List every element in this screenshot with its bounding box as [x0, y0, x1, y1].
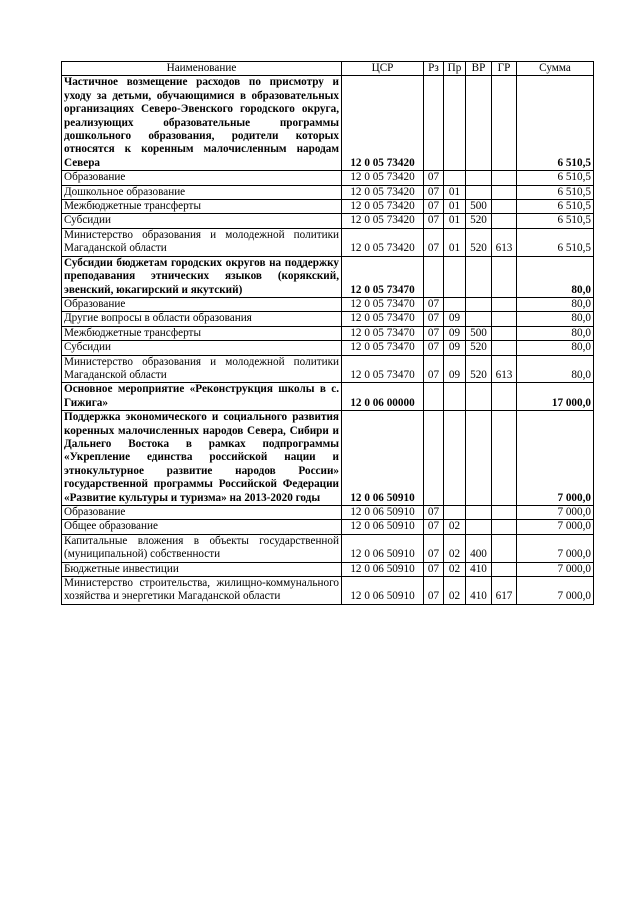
- cell-rz: 07: [424, 185, 444, 199]
- cell-csr: 12 0 05 73420: [342, 76, 424, 171]
- cell-name: Поддержка экономического и социального развития коренных малочисленных народов Севера, Сибири и Дальнего Востока в рамках подпрограммы «Укрепление единства российской нации и этнокультурное развитие народов России» государственной программы Российской Федерации «Развитие культуры и туризма» на 2013-2020 годы: [62, 411, 342, 506]
- cell-csr: 12 0 05 73470: [342, 326, 424, 340]
- cell-vr: [466, 297, 492, 311]
- cell-pr: [444, 297, 466, 311]
- table-row: [62, 200, 594, 214]
- table-row: [62, 214, 594, 228]
- cell-csr: 12 0 06 50910: [342, 506, 424, 520]
- table-row: [62, 228, 594, 256]
- cell-csr: 12 0 05 73470: [342, 297, 424, 311]
- cell-vr: 400: [466, 534, 492, 562]
- cell-sum: 80,0: [517, 256, 594, 297]
- cell-sum: 6 510,5: [517, 171, 594, 185]
- cell-rz: 07: [424, 534, 444, 562]
- cell-pr: 02: [444, 520, 466, 534]
- cell-gr: 617: [492, 577, 517, 605]
- cell-vr: [466, 411, 492, 506]
- cell-sum: 7 000,0: [517, 562, 594, 576]
- cell-pr: [444, 171, 466, 185]
- cell-vr: [466, 383, 492, 411]
- table-row: [62, 326, 594, 340]
- cell-vr: [466, 76, 492, 171]
- cell-sum: 80,0: [517, 341, 594, 355]
- table-body: [62, 76, 594, 604]
- cell-vr: 410: [466, 577, 492, 605]
- cell-pr: 01: [444, 185, 466, 199]
- cell-rz: [424, 76, 444, 171]
- cell-rz: 07: [424, 506, 444, 520]
- header-gr: ГР: [492, 62, 517, 76]
- cell-gr: [492, 341, 517, 355]
- cell-sum: 6 510,5: [517, 214, 594, 228]
- cell-vr: 520: [466, 341, 492, 355]
- cell-gr: [492, 534, 517, 562]
- table-row: [62, 171, 594, 185]
- cell-csr: 12 0 06 50910: [342, 577, 424, 605]
- cell-sum: 6 510,5: [517, 228, 594, 256]
- cell-pr: 09: [444, 312, 466, 326]
- cell-vr: [466, 256, 492, 297]
- cell-vr: 410: [466, 562, 492, 576]
- cell-sum: 6 510,5: [517, 200, 594, 214]
- cell-csr: 12 0 05 73470: [342, 312, 424, 326]
- header-rz: Рз: [424, 62, 444, 76]
- cell-sum: 80,0: [517, 326, 594, 340]
- table-row: [62, 341, 594, 355]
- cell-pr: 01: [444, 200, 466, 214]
- table-row: [62, 355, 594, 383]
- cell-rz: [424, 383, 444, 411]
- cell-rz: 07: [424, 520, 444, 534]
- cell-gr: [492, 506, 517, 520]
- cell-csr: 12 0 06 00000: [342, 383, 424, 411]
- cell-sum: 7 000,0: [517, 534, 594, 562]
- cell-rz: 07: [424, 200, 444, 214]
- table-row: [62, 383, 594, 411]
- cell-vr: 500: [466, 326, 492, 340]
- cell-gr: [492, 326, 517, 340]
- table-header: [62, 62, 594, 76]
- cell-name: Межбюджетные трансферты: [62, 326, 342, 340]
- cell-name: Субсидии: [62, 214, 342, 228]
- cell-gr: [492, 411, 517, 506]
- cell-sum: 80,0: [517, 355, 594, 383]
- cell-pr: [444, 411, 466, 506]
- cell-rz: 07: [424, 297, 444, 311]
- cell-gr: [492, 312, 517, 326]
- cell-gr: [492, 256, 517, 297]
- table-row: [62, 256, 594, 297]
- cell-pr: 02: [444, 534, 466, 562]
- cell-rz: 07: [424, 562, 444, 576]
- cell-csr: 12 0 06 50910: [342, 520, 424, 534]
- cell-rz: 07: [424, 326, 444, 340]
- cell-vr: [466, 312, 492, 326]
- cell-csr: 12 0 05 73420: [342, 185, 424, 199]
- cell-rz: [424, 256, 444, 297]
- header-name: Наименование: [62, 62, 342, 76]
- cell-gr: 613: [492, 355, 517, 383]
- cell-pr: 01: [444, 228, 466, 256]
- cell-csr: 12 0 05 73420: [342, 228, 424, 256]
- cell-gr: [492, 214, 517, 228]
- table-row: [62, 562, 594, 576]
- cell-name: Образование: [62, 297, 342, 311]
- cell-name: Частичное возмещение расходов по присмотру и уходу за детьми, обучающимися в образовательных организациях Северо-Эвенского городского округа, реализующих образовательные программы дошкольного образования, родители которых относятся к коренным малочисленным народам Севера: [62, 76, 342, 171]
- cell-rz: 07: [424, 228, 444, 256]
- header-sum: Сумма: [517, 62, 594, 76]
- cell-pr: [444, 256, 466, 297]
- cell-pr: 02: [444, 577, 466, 605]
- cell-gr: 613: [492, 228, 517, 256]
- cell-csr: 12 0 06 50910: [342, 534, 424, 562]
- cell-sum: 80,0: [517, 297, 594, 311]
- cell-pr: 09: [444, 355, 466, 383]
- cell-sum: 7 000,0: [517, 520, 594, 534]
- cell-name: Общее образование: [62, 520, 342, 534]
- cell-rz: 07: [424, 577, 444, 605]
- cell-name: Министерство образования и молодежной политики Магаданской области: [62, 228, 342, 256]
- cell-sum: 6 510,5: [517, 185, 594, 199]
- cell-csr: 12 0 05 73470: [342, 256, 424, 297]
- cell-gr: [492, 520, 517, 534]
- cell-rz: [424, 411, 444, 506]
- cell-rz: 07: [424, 171, 444, 185]
- budget-table: [61, 61, 594, 605]
- header-csr: ЦСР: [342, 62, 424, 76]
- cell-rz: 07: [424, 214, 444, 228]
- cell-pr: 02: [444, 562, 466, 576]
- cell-name: Дошкольное образование: [62, 185, 342, 199]
- cell-rz: 07: [424, 312, 444, 326]
- cell-rz: 07: [424, 341, 444, 355]
- table-row: [62, 534, 594, 562]
- cell-pr: 01: [444, 214, 466, 228]
- table-row: [62, 577, 594, 605]
- table-row: [62, 185, 594, 199]
- cell-sum: 6 510,5: [517, 76, 594, 171]
- table-row: [62, 312, 594, 326]
- cell-vr: 520: [466, 214, 492, 228]
- header-pr: Пр: [444, 62, 466, 76]
- cell-gr: [492, 185, 517, 199]
- cell-name: Субсидии: [62, 341, 342, 355]
- cell-vr: [466, 171, 492, 185]
- cell-csr: 12 0 05 73420: [342, 171, 424, 185]
- cell-gr: [492, 297, 517, 311]
- cell-gr: [492, 383, 517, 411]
- cell-vr: 500: [466, 200, 492, 214]
- cell-csr: 12 0 05 73470: [342, 341, 424, 355]
- cell-pr: [444, 383, 466, 411]
- cell-name: Субсидии бюджетам городских округов на поддержку преподавания этнических языков (корякский, эвенский, юкагирский и якутский): [62, 256, 342, 297]
- table-row: [62, 76, 594, 171]
- cell-sum: 7 000,0: [517, 411, 594, 506]
- cell-sum: 80,0: [517, 312, 594, 326]
- cell-name: Министерство образования и молодежной политики Магаданской области: [62, 355, 342, 383]
- cell-name: Межбюджетные трансферты: [62, 200, 342, 214]
- cell-name: Капитальные вложения в объекты государственной (муниципальной) собственности: [62, 534, 342, 562]
- cell-vr: [466, 520, 492, 534]
- cell-pr: [444, 506, 466, 520]
- cell-vr: [466, 185, 492, 199]
- cell-name: Другие вопросы в области образования: [62, 312, 342, 326]
- cell-name: Бюджетные инвестиции: [62, 562, 342, 576]
- table-row: [62, 411, 594, 506]
- table-row: [62, 506, 594, 520]
- cell-vr: [466, 506, 492, 520]
- cell-csr: 12 0 05 73420: [342, 214, 424, 228]
- cell-gr: [492, 562, 517, 576]
- cell-csr: 12 0 05 73470: [342, 355, 424, 383]
- header-vr: ВР: [466, 62, 492, 76]
- cell-vr: 520: [466, 228, 492, 256]
- cell-csr: 12 0 05 73420: [342, 200, 424, 214]
- cell-gr: [492, 171, 517, 185]
- cell-pr: 09: [444, 326, 466, 340]
- cell-name: Основное мероприятие «Реконструкция школы в с. Гижига»: [62, 383, 342, 411]
- cell-gr: [492, 200, 517, 214]
- cell-pr: 09: [444, 341, 466, 355]
- cell-rz: 07: [424, 355, 444, 383]
- cell-vr: 520: [466, 355, 492, 383]
- cell-name: Министерство строительства, жилищно-коммунального хозяйства и энергетики Магаданской области: [62, 577, 342, 605]
- cell-gr: [492, 76, 517, 171]
- table-row: [62, 297, 594, 311]
- cell-name: Образование: [62, 506, 342, 520]
- cell-sum: 17 000,0: [517, 383, 594, 411]
- cell-csr: 12 0 06 50910: [342, 562, 424, 576]
- cell-pr: [444, 76, 466, 171]
- cell-sum: 7 000,0: [517, 506, 594, 520]
- cell-csr: 12 0 06 50910: [342, 411, 424, 506]
- cell-sum: 7 000,0: [517, 577, 594, 605]
- cell-name: Образование: [62, 171, 342, 185]
- table-row: [62, 520, 594, 534]
